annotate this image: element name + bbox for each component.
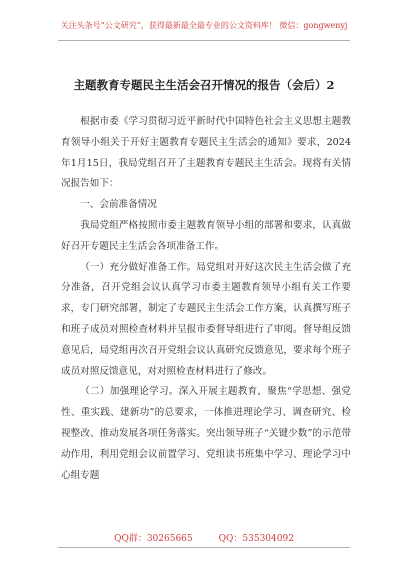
section-heading: 一、会前准备情况 (80, 199, 157, 211)
paragraph-theory-study: （二）加强理论学习。深入开展主题教育，聚焦“学思想、强党性、重实践、建新功”的总要求，一体推进理论学习、调查研究、检视整改、推动发展各项任务落实。突出领导班子“关键少数”的示范带动作用，利用党组会议前置学习、党组读书班集中学习、理论学习中心组专题 (61, 386, 351, 481)
footer-divider (58, 547, 350, 548)
paragraph-overview: 我局党组严格按照市委主题教育领导小组的部署和要求，认真做好召开专题民主生活会各项准备工作。 (61, 219, 351, 252)
paragraph-preparation: （一）充分做好准备工作。局党组对开好这次民主生活会做了充分准备，召开党组会议认真学习市委主题教育领导小组有关工作要求，专门研究部署，制定了专题民主生活会工作方案，认真撰写班子和班子成员对照检查材料并呈报市委督导组进行了审阅。督导组反馈意见后，局党组再次召开党组会议认真研究反馈意见，要求每个班子成员对照反馈意见，对对照检查材料进行了修改。 (61, 261, 351, 377)
footer-qq-group: QQ群：30265665 (114, 534, 193, 544)
document-title: 主题教育专题民主生活会召开情况的报告（会后）2 (73, 78, 335, 92)
paragraph-intro: 根据市委《学习贯彻习近平新时代中国特色社会主义思想主题教育领导小组关于开好主题教育专题民主生活会的通知》要求，2024年1月15日，我局党组召开了主题教育专题民主生活会。现将有关情况报告如下： (61, 116, 351, 190)
document-body (61, 112, 351, 486)
footer-contact (0, 535, 408, 544)
header-banner: 关注头条号“公文研究”，获得最新最全最专业的公文资料库！ 微信：gongwenyj (60, 21, 348, 30)
header-divider (58, 40, 350, 41)
footer-qq-number: QQ：535304092 (218, 534, 294, 544)
